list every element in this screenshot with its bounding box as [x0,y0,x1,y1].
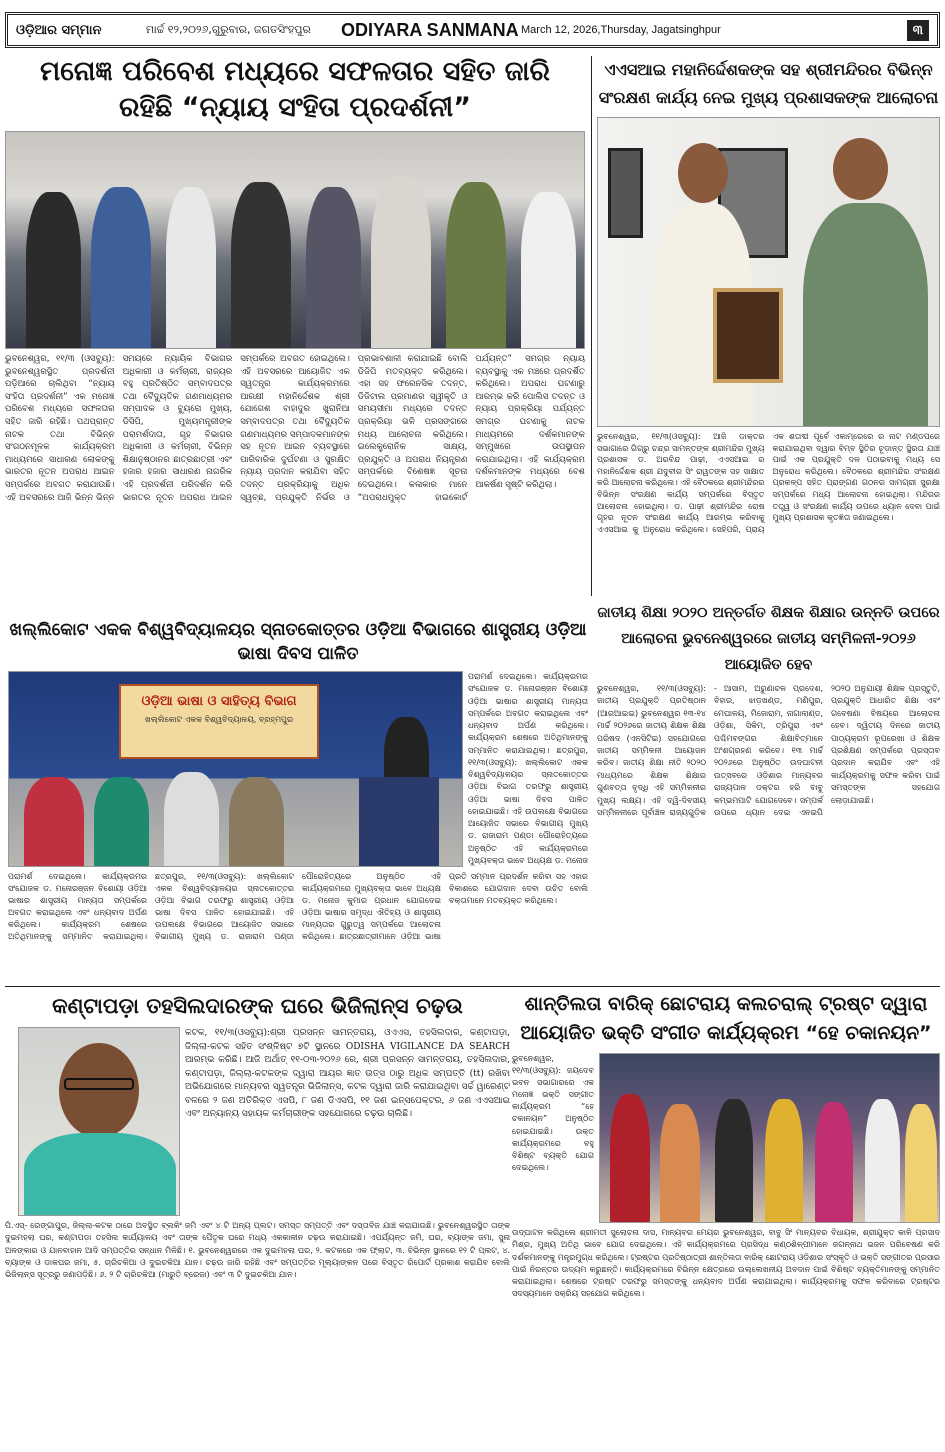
date-odia: ମାର୍ଚ୍ଚ ୧୨,୨୦୨୬,ଗୁରୁବାର, ଜଗତସିଂହପୁର [146,23,311,36]
date-english: March 12, 2026,Thursday, Jagatsinghpur [521,24,721,36]
photo-asi-meeting [597,117,940,427]
headline-asi-meeting: ଏଏସଆଇ ମହାନିର୍ଦ୍ଦେଶକଙ୍କ ସହ ଶ୍ରୀମନ୍ଦିରର ବିଭିନ୍ନ ସଂରକ୍ଷଣ କାର୍ଯ୍ୟ ନେଇ ମୁଖ୍ୟ ପ୍ରଶାସକଙ୍କ ଆଲୋଚନା [598,60,939,107]
headline-vigilance-raid: କଣ୍ଟାପଡ଼ା ତହସିଲଦାରଙ୍କ ଘରେ ଭିଜିଲାନ୍ସ ଚଢ଼ଉ [52,994,463,1018]
story-body-devotional-top: ଭୁବନେଶ୍ୱର, ୧୧/୩(ଓସବ୍ୟୁ): ଜୟଦେବ ଭବନ ସଭାଗାରରେ ଏକ ମନୋଜ୍ଞ ଭକ୍ତି ସଙ୍ଗୀତ କାର୍ଯ୍ୟକ୍ରମ “ହେ ଚକାନୟନ” ଅନୁଷ୍ଠିତ ହୋଇଯାଇଛି। ଉକ୍ତ କାର୍ଯ୍ୟକ୍ରମରେ ବହୁ ବିଶିଷ୍ଟ ବ୍ୟକ୍ତି ଯୋଗ ଦେଇଥିଲେ। [512,1054,594,1172]
banner-subtitle: ଖଲ୍ଲିକୋଟ ଏକକ ବିଶ୍ୱବିଦ୍ୟାଳୟ, ବ୍ରହ୍ମପୁର [144,715,294,724]
story-devotional [512,990,940,1448]
story-asi [597,56,940,596]
newspaper-logo: ଓଡ଼ିଆର ସମ୍ମାନ [16,22,102,38]
story-body-devotional: ଉଦ୍‌ଘାଟନ କରିଥିଲେ ଶ୍ରୀମତୀ ସୁଲୋଚନା ଦାସ, ମାନ୍ୟବର ମେୟର ଭୁବନେଶ୍ୱର, ବାବୁ ସିଂ ମାନ୍ୟବର ବିଧାୟକ, ଶ୍ରୀଯୁକ୍ତ କାଳି ପ୍ରସାଦ ମିଶ୍ର, ମୁଖ୍ୟ ଅତିଥି ଭାବେ ଯୋଗ ଦେଇଥିଲେ। ଏହି କାର୍ଯ୍ୟକ୍ରମରେ ପ୍ରସିଦ୍ଧ କଣ୍ଠଶିଳ୍ପୀମାନେ ଜଗନ୍ନାଥ ଭଜନ ପରିବେଷଣ କରି ଦର୍ଶକମାନଙ୍କୁ ମନ୍ତ୍ରମୁଗ୍ଧ କରିଥିଲେ। ଟ୍ରଷ୍ଟର ପ୍ରତିଷ୍ଠାତ୍ରୀ ଶାନ୍ତିଲତା ବାରିକ୍ ଛୋଟରାୟ ଓଡ଼ିଶାର ସଂସ୍କୃତି ଓ ଭକ୍ତି ସଙ୍ଗୀତର ପ୍ରସାର ପାଇଁ ନିରନ୍ତର ଉଦ୍ୟମ କରୁଛନ୍ତି। କାର୍ଯ୍ୟକ୍ରମରେ ବିଭିନ୍ନ କ୍ଷେତ୍ରରେ ଉଲ୍ଲେଖନୀୟ ଅବଦାନ ପାଇଁ ବିଶିଷ୍ଟ ବ୍ୟକ୍ତିମାନଙ୍କୁ ସମ୍ମାନିତ କରାଯାଇଥିଲା। ଶେଷରେ ଟ୍ରଷ୍ଟ ତରଫରୁ ସମସ୍ତଙ୍କୁ ଧନ୍ୟବାଦ ଅର୍ପଣ କରାଯାଇଥିଲା। କାର୍ଯ୍ୟକ୍ରମକୁ ସଫଳ କରିବାରେ ଟ୍ରଷ୍ଟର ସଦସ୍ୟମାନେ ସକ୍ରିୟ ସହଯୋଗ କରିଥିଲେ। [512,1228,940,1299]
story-body-odia-day: ପରାମର୍ଶ ଦେଇଥିଲେ। କାର୍ଯ୍ୟକ୍ରମର ସଂଯୋଜକ ଡ. ମନୋରଞ୍ଜନ ବିଶୋୟୀ ଓଡ଼ିଆ ଭାଷାର ଶାସ୍ତ୍ରୀୟ ମାନ୍ୟତା ସମ୍ପର୍କରେ ଅବଗତ କରାଇଥିଲେ ଏବଂ ଧନ୍ୟବାଦ ଅର୍ପଣ କରିଥିଲେ। କାର୍ଯ୍ୟକ୍ରମ ଶେଷରେ ଅତିଥିମାନଙ୍କୁ ସମ୍ମାନିତ କରାଯାଇଥିଲା। ଛତ୍ରପୁର, ୧୧/୩(ଓସବ୍ୟୁ): ଖଲ୍ଲିକୋଟ ଏକକ ବିଶ୍ୱବିଦ୍ୟାଳୟର ସ୍ନାତକୋତ୍ତର ଓଡ଼ିଆ ବିଭାଗ ତରଫରୁ ଶାସ୍ତ୍ରୀୟ ଓଡ଼ିଆ ଭାଷା ଦିବସ ପାଳିତ ହୋଇଯାଇଛି। ଏହି ଉପଲକ୍ଷେ ବିଭାଗରେ ଆୟୋଜିତ ସଭାରେ ବିଭାଗୀୟ ମୁଖ୍ୟ ଡ. ରାଜାରାମ ପଣ୍ଡା ପୌରୋହିତ୍ୟରେ ଅନୁଷ୍ଠିତ ଏହି କାର୍ଯ୍ୟକ୍ରମରେ ମୁଖ୍ୟବକ୍ତା ଭାବେ ଅଧ୍ୟକ୍ଷ ଡ. ମନୋଜ କୁମାର ପ୍ରଧାନ ଯୋଗଦେଇ ଓଡ଼ିଆ ଭାଷାର ସମୃଦ୍ଧ ଐତିହ୍ୟ ଓ ଶାସ୍ତ୍ରୀୟ ମାନ୍ୟତାର ଗୁରୁତ୍ୱ ସମ୍ପର୍କରେ ଆଲୋଚନା କରିଥିଲେ। ଛାତ୍ରଛାତ୍ରୀମାନେ ଓଡ଼ିଆ ଭାଷା ପ୍ରତି ସମ୍ମାନ ପ୍ରଦର୍ଶନ କରିବା ସହ ଏହାର ବିକାଶରେ ଯୋଗଦାନ ଦେବା ଉଚିତ ବୋଲି ବକ୍ତାମାନେ ମତବ୍ୟକ୍ତ କରିଥିଲେ। [8,872,588,941]
story-body-vigilance-top: କଟକ, ୧୧/୩(ଓସବ୍ୟୁ):ଶ୍ରୀ ପ୍ରସନ୍ନ ସାମନ୍ତରାୟ, ଓଏଏସ, ତହସିଲଦାର, କଣ୍ଟାପଡ଼ା, ଜିଲ୍ଲା-କଟକ ସହିତ ସଂଶ୍ଳିଷ୍ଟ ୭ଟି ସ୍ଥାନରେ ODISHA VIGILANCE DA SEARCH ଆରମ୍ଭ କରିଛି। ଆଜି ଅର୍ଥାତ୍ ୧୧-୦୩-୨୦୨୬ ରେ, ଶ୍ରୀ ପ୍ରସନ୍ନ ସାମନ୍ତରାୟ, ତହସିଲଦାର, କଣ୍ଟାପଡ଼ା, ଜିଲ୍ଲା-କଟକଙ୍କ ଦ୍ୱାରା ଆୟର ଜ୍ଞାତ ଉତ୍ସ ଠାରୁ ଅଧିକ ସମ୍ପତ୍ତି (tt) ରଖିବା ଅଭିଯୋଗରେ ମାନ୍ୟବର ସ୍ୱତନ୍ତ୍ର ଭିଜିଲାନ୍ସ, କଟକ ଦ୍ୱାରା ଜାରି କରାଯାଇଥିବା ସର୍ଚ୍ଚ ୱାରେଣ୍ଟ ବଳରେ ୨ ଜଣ ଅତିରିକ୍ତ ଏସପି, ୮ ଜଣ ଡିଏସପି, ୧୧ ଜଣ ଇନ୍ସପେକ୍ଟର, ୬ ଜଣ ଏଏସଆଇ ଏବଂ ଅନ୍ୟାନ୍ୟ ସହାୟକ କର୍ମଚାରୀଙ୍କ ସହଯୋଗରେ ଚଢ଼ଉ ଚାଲିଛି। [185,1028,510,1119]
story-vigilance [5,990,510,1448]
photo-officials-exhibition [5,131,585,349]
headline-teacher-education: ଜାତୀୟ ଶିକ୍ଷା ୨୦୨୦ ଅନ୍ତର୍ଗତ ଶିକ୍ଷକ ଶିକ୍ଷାର ଉନ୍ନତି ଉପରେ ଆଲୋଚନା ଭୁବନେଶ୍ୱରରେ ଜାତୀୟ ସମ୍ମିଳନୀ-୨୦୨୬ ଆୟୋଜିତ ହେବ [597,605,940,673]
photo-tahasildar [18,1027,180,1216]
story-nyaya [5,54,585,616]
newspaper-title: ODIYARA SANMANA [341,19,519,40]
story-body-vigilance: ପି.ଏସ୍- ରେଙ୍ଗାପୁର, ଜିଲ୍ଲା-କଟକ ଠାରେ ଅବସ୍ଥିତ ବ୍ଲକିଂ ଜମି ଏବଂ ୪ ଟି ଅନ୍ୟ ପ୍ଲଟ। ସମସ୍ତ ସମ୍ପତ୍ତି ଏବଂ ଦସ୍ତାବିଜ ଯାଞ୍ଚ କରାଯାଉଛି। ଭୁବନେଶ୍ୱରସ୍ଥିତ ତାଙ୍କ ଦୁଇମହଲା ଘର, କଣ୍ଟାପଡ଼ା ତହସିଲ କାର୍ଯ୍ୟାଳୟ ଏବଂ ତାଙ୍କ ପୈତୃକ ଘରେ ମଧ୍ୟ ଏକକାଳୀନ ଚଢ଼ଉ କରାଯାଇଛି। ଏପର୍ଯ୍ୟନ୍ତ ଜମି, ଘର, ବ୍ୟାଙ୍କ ଜମା, ସୁନା ଅଳଙ୍କାର ଓ ଯାନବାହାନ ଆଦି ସମ୍ପତ୍ତିର ସନ୍ଧାନ ମିଳିଛି। ୧. ଭୁବନେଶ୍ୱରରେ ଏକ ଦୁଇମହଲା ଘର, ୨. କଟକରେ ଏକ ଫ୍ଲାଟ, ୩. ବିଭିନ୍ନ ସ୍ଥାନରେ ୧୨ ଟି ପ୍ଲଟ, ୪. ବ୍ୟାଙ୍କ ଓ ଡାକଘର ଜମା, ୫. ଚାରିଚକିଆ ଓ ଦୁଇଚକିଆ ଯାନ। ଚଢ଼ଉ ଜାରି ରହିଛି ଏବଂ ସମ୍ପତ୍ତିର ମୂଲ୍ୟାଙ୍କନ ପରେ ବିସ୍ତୃତ ରିପୋର୍ଟ ପ୍ରକାଶ କରାଯିବ ବୋଲି ଭିଜିଲାନ୍ସ ସୂତ୍ରରୁ ଜଣାପଡ଼ିଛି। ୬. ୨ ଟି ଚାରିଚକିଆ (ମାରୁତି ବ୍ରେଜା) ଏବଂ ୩ ଟି ଦୁଇଚକିଆ ଯାନ। [5,1221,510,1280]
story-body-teacher-education: ଭୁବନେଶ୍ୱର, ୧୧/୩(ଓସବ୍ୟୁ): ଜାତୀୟ ପ୍ରଯୁକ୍ତି ପ୍ରତିଷ୍ଠାନ (ଆରଆଇଇ) ଭୁବନେଶ୍ୱର ୧୩-୧୪ ମାର୍ଚ୍ଚ ୨୦୨୬ରେ ଜାତୀୟ ଶିକ୍ଷକ ଶିକ୍ଷା ପରିଷଦ (ଏନସିଟିଇ) ସହଯୋଗରେ ଜାତୀୟ ସମ୍ମିଳନୀ ଆୟୋଜନ କରିବ। ଜାତୀୟ ଶିକ୍ଷା ନୀତି ୨୦୨୦ ମାଧ୍ୟମରେ ଶିକ୍ଷକ ଶିକ୍ଷାର ଗୁଣବତ୍ତା ବୃଦ୍ଧି ଏହି ସମ୍ମିଳନୀର ମୁଖ୍ୟ ଲକ୍ଷ୍ୟ। ଏହି ଦ୍ୱି-ଦିବସୀୟ ସମ୍ମିଳନୀରେ ପୂର୍ବାଞ୍ଚଳ ରାଜ୍ୟଗୁଡ଼ିକ - ଆସାମ, ଅରୁଣାଚଳ ପ୍ରଦେଶ, ବିହାର, ଝାଡ଼ଖଣ୍ଡ, ମଣିପୁର, ମେଘାଳୟ, ମିଜୋରାମ, ନାଗାଲାଣ୍ଡ, ଓଡ଼ିଶା, ସିକିମ, ତ୍ରିପୁରା ଏବଂ ପଶ୍ଚିମବଙ୍ଗର ଶିକ୍ଷାବିତ୍ମାନେ ଅଂଶଗ୍ରହଣ କରିବେ। ୧୩ ମାର୍ଚ୍ଚ ୨୦୨୬ରେ ଅନୁଷ୍ଠିତ ଉଦଘାଟନୀ ଉତ୍ସବରେ ଓଡ଼ିଶାର ମାନ୍ୟବର ରାଜ୍ୟପାଳ ଡକ୍ଟର ହରି ବାବୁ କମ୍ଭମପାଟି ଯୋଗଦେବେ। ସମ୍ପର୍କ ଉପରେ ଧ୍ୟାନ ଦେଇ ଏନଇପି ୨୦୨୦ ଅନୁଯାୟୀ ଶିକ୍ଷକ ପ୍ରସ୍ତୁତି, ପ୍ରଯୁକ୍ତି ଆଧାରିତ ଶିକ୍ଷା ଏବଂ ଗବେଷଣା ବିଷୟରେ ଆଲୋଚନା ହେବ। ଦ୍ୱିତୀୟ ଦିନରେ ଜାତୀୟ ପାଠ୍ୟକ୍ରମ ରୂପରେଖା ଓ ଶିକ୍ଷକ ପ୍ରଶିକ୍ଷଣ ସମ୍ପର୍କରେ ପ୍ରସ୍ତାବ ପ୍ରଦାନ କରାଯିବ ଏବଂ ଏହି କାର୍ଯ୍ୟକ୍ରମକୁ ସଫଳ କରିବା ପାଇଁ ସମସ୍ତଙ୍କ ସହଯୋଗ ଲୋଡ଼ାଯାଇଛି। [597,684,940,818]
masthead [5,12,940,48]
headline-odia-language-day: ଖଲ୍ଲିକୋଟ ଏକକ ବିଶ୍ୱବିଦ୍ୟାଳୟର ସ୍ନାତକୋତ୍ତର ଓଡ଼ିଆ ବିଭାଗରେ ଶାସ୍ତ୍ରୀୟ ଓଡ଼ିଆ ଭାଷା ଦିବସ ପାଳିତ [9,620,587,664]
banner-title: ଓଡ଼ିଆ ଭାଷା ଓ ସାହିତ୍ୟ ବିଭାଗ [141,694,297,709]
headline-devotional-music: ଶାନ୍ତିଲତା ବାରିକ୍ ଛୋଟରାୟ କଲଚରାଲ୍ ଟ୍ରଷ୍ଟ ଦ୍ୱାରା ଆୟୋଜିତ ଭକ୍ତି ସଂଗୀତ କାର୍ଯ୍ୟକ୍ରମ “ହେ ଚକାନୟନ” [520,993,932,1044]
story-teacher-education [597,600,940,984]
story-odia-language-day [8,618,588,984]
photo-devotional-event [599,1053,940,1223]
page-number: ୩ [907,20,929,41]
story-body-odia-day-side: ପରାମର୍ଶ ଦେଇଥିଲେ। କାର୍ଯ୍ୟକ୍ରମର ସଂଯୋଜକ ଡ. ମନୋରଞ୍ଜନ ବିଶୋୟୀ ଓଡ଼ିଆ ଭାଷାର ଶାସ୍ତ୍ରୀୟ ମାନ୍ୟତା ସମ୍ପର୍କରେ ଅବଗତ କରାଇଥିଲେ ଏବଂ ଧନ୍ୟବାଦ ଅର୍ପଣ କରିଥିଲେ। କାର୍ଯ୍ୟକ୍ରମ ଶେଷରେ ଅତିଥିମାନଙ୍କୁ ସମ୍ମାନିତ କରାଯାଇଥିଲା। ଛତ୍ରପୁର, ୧୧/୩(ଓସବ୍ୟୁ): ଖଲ୍ଲିକୋଟ ଏକକ ବିଶ୍ୱବିଦ୍ୟାଳୟର ସ୍ନାତକୋତ୍ତର ଓଡ଼ିଆ ବିଭାଗ ତରଫରୁ ଶାସ୍ତ୍ରୀୟ ଓଡ଼ିଆ ଭାଷା ଦିବସ ପାଳିତ ହୋଇଯାଇଛି। ଏହି ଉପଲକ୍ଷେ ବିଭାଗରେ ଆୟୋଜିତ ସଭାରେ ବିଭାଗୀୟ ମୁଖ୍ୟ ଡ. ରାଜାରାମ ପଣ୍ଡା ପୌରୋହିତ୍ୟରେ ଅନୁଷ୍ଠିତ ଏହି କାର୍ଯ୍ୟକ୍ରମରେ ମୁଖ୍ୟବକ୍ତା ଭାବେ ଅଧ୍ୟକ୍ଷ ଡ. ମନୋଜ [468,672,588,865]
story-body-nyaya: ଭୁବନେଶ୍ୱର, ୧୧/୩ (ଓସବ୍ୟୁ): ଭୁବନେଶ୍ୱରସ୍ଥିତ ପ୍ରଦର୍ଶନୀ ପଡ଼ିଆରେ ଚାଲିଥିବା “ନ୍ୟାୟ ସଂହିତା ପ୍ରଦର୍ଶନୀ” ଏକ ମନୋଜ୍ଞ ପରିବେଶ ମଧ୍ୟରେ ସଫଳତାର ସହିତ ଜାରି ରହିଛି। ପଥପ୍ରାନ୍ତ ନାଟକ ତଥା ବିଭିନ୍ନ ସଂଗଠନମୂଳକ କାର୍ଯ୍ୟକ୍ରମ ମାଧ୍ୟମରେ ସାଧାରଣ ଲୋକଙ୍କୁ ଭାରତର ନୂତନ ଅପରାଧ ଆଇନ ସମ୍ପର୍କରେ ଅବଗତ କରାଯାଉଛି। ଏହି ଅବସରରେ ଆଜି ଭିନ୍ନ ଭିନ୍ନ ସମୟରେ ନ୍ୟାୟିକ ବିଭାଗର ଅଧିକାରୀ ଓ କର୍ମଚାରୀ, ରାଜ୍ୟର ବହୁ ପ୍ରତିଷ୍ଠିତ ସମ୍ବାଦପତ୍ର ତଥା ବୈଦ୍ୟୁତିକ ଗଣମାଧ୍ୟମର ସମ୍ପାଦକ ଓ ବ୍ୟୁରୋ ମୁଖ୍ୟ, ଡିସିପି, ମୁଖ୍ୟମନ୍ତ୍ରୀଙ୍କ ପରାମର୍ଶଦାତା, ଗୃହ ବିଭାଗର ଅଧିକାରୀ ଓ କର୍ମଚାରୀ, ବିଭିନ୍ନ ଶିକ୍ଷାନୁଷ୍ଠାନର ଛାତ୍ରଛାତ୍ରୀ ଏବଂ ହଜାର ହଜାର ସାଧାରଣ ନାଗରିକ ଏହି ପ୍ରଦର୍ଶନୀ ପରିଦର୍ଶନ କରି ଭାରତର ନୂତନ ଅପରାଧ ଆଇନ ସମ୍ପର୍କରେ ଅବଗତ ହୋଇଥିଲେ। ଏହି ଅବସରରେ ଆୟୋଜିତ ଏକ ସ୍ୱତନ୍ତ୍ର କାର୍ଯ୍ୟକ୍ରମରେ ଆରକ୍ଷୀ ମହାନିର୍ଦ୍ଦେଶକ ଶ୍ରୀ ଯୋଗେଶ ବାହାଦୁର ଖୁରାନିଆ ସମ୍ବାଦପତ୍ର ତଥା ବୈଦ୍ୟୁତିକ ଗଣମାଧ୍ୟମର ସମ୍ପାଦକମାନଙ୍କ ସହ ନୂତନ ଆଇନ ବ୍ୟବସ୍ଥାରେ ପାରିବାରିକ ଦୁର୍ଘଟଣା ଓ ସୁରକ୍ଷିତ ନ୍ୟାୟ ପ୍ରଦାନ କରାଯିବା ସହିତ ତଦନ୍ତ ପ୍ରକ୍ରିୟାକୁ ଅଧିକ ସ୍ୱଚ୍ଛ, ପ୍ରଯୁକ୍ତି ନିର୍ଭର ଓ ପ୍ରଭାବଶାଳୀ କରାଯାଇଛି ବୋଲି ଡିଜିପି ମତବ୍ୟକ୍ତ କରିଥିଲେ। ଏହା ସହ ଫରେନସିକ ତଦନ୍ତ, ଡିଜିଟାଲ ପ୍ରମାଣର ସ୍ୱୀକୃତି ଓ ସମୟସୀମା ମଧ୍ୟରେ ତଦନ୍ତ ପ୍ରକ୍ରିୟା ଭଳି ପ୍ରସଙ୍ଗରେ ମଧ୍ୟ ଆଲୋଚନା କରିଥିଲେ। ଇଲେକ୍ଟ୍ରୋନିକ ସାକ୍ଷ୍ୟ, ପ୍ରଯୁକ୍ତି ଓ ଅପରାଧ ନିୟନ୍ତ୍ରଣ ସମ୍ପର୍କରେ ବିଶେଷଜ୍ଞ ସୂଚନା ଦେଇଥିଲେ। କଳାକାର ମାନେ “ଅପରାଧମୁକ୍ତ ହାଇକୋର୍ଟ ପର୍ଯ୍ୟନ୍ତ” ସମଗ୍ର ନ୍ୟାୟ ବ୍ୟବସ୍ଥାକୁ ଏକ ମଞ୍ଚରେ ପ୍ରଦର୍ଶିତ କରିଥିଲେ। ଅପରାଧ ଘଟଣାରୁ ଆରମ୍ଭ କରି ପୋଲିସ ତଦନ୍ତ ଓ ନ୍ୟାୟ ପ୍ରକ୍ରିୟା ପର୍ଯ୍ୟନ୍ତ ସମଗ୍ର ଘଟଣାକୁ ନାଟକ ମାଧ୍ୟମରେ ଦର୍ଶକମାନଙ୍କ ସମ୍ମୁଖରେ ଉପସ୍ଥାପନ କରାଯାଇଥିଲା। ଏହି କାର୍ଯ୍ୟକ୍ରମ ଦର୍ଶକମାନଙ୍କ ମଧ୍ୟରେ ବେଶ ଆକର୍ଷଣ ସୃଷ୍ଟି କରିଥିଲା। [5,354,585,503]
photo-odia-language-day [8,671,463,867]
headline-nyaya-exhibition: ମନୋଜ୍ଞ ପରିବେଶ ମଧ୍ୟରେ ସଫଳତାର ସହିତ ଜାରି ରହିଛି “ନ୍ୟାୟ ସଂହିତା ପ୍ରଦର୍ଶନୀ” [40,56,550,123]
story-body-asi: ଭୁବନେଶ୍ୱର, ୧୧/୩(ଓସବ୍ୟୁ): ଆଜି ଡାକ୍ତର ସଭାଗାରେ ଗିଗ୍ରୁ ଚନ୍ଦ୍ର ସାମନ୍ତଙ୍କ ଶ୍ରୀମନ୍ଦିର ମୁଖ୍ୟ ପ୍ରଶାସକ ଡ. ଅରବିନ୍ଦ ପାଢ଼ୀ, ଏଏସଆଇ ର ମହାନିର୍ଦ୍ଦେଶକ ଶ୍ରୀ ଯଦୁବୀର ସିଂ ରାୱତଙ୍କ ସହ ସାକ୍ଷାତ କରି ଆଲୋଚନା କରିଥିଲେ। ଏହି ବୈଠକରେ ଶ୍ରୀମନ୍ଦିରର ବିଭିନ୍ନ ସଂରକ୍ଷଣ କାର୍ଯ୍ୟ ସମ୍ପର୍କରେ ବିସ୍ତୃତ ଆଲୋଚନା ହୋଇଥିଲା। ଡ. ପାଢ଼ୀ ଶ୍ରୀମନ୍ଦିର ରୋଷ ଗୃହର ନୂତନ ସଂରକ୍ଷଣ କାର୍ଯ୍ୟ ଆରମ୍ଭ କରିବାକୁ ଏଏସଆଇ କୁ ଅନୁରୋଧ କରିଥିଲେ। ସେହିପରି, ପ୍ରାୟ ଏକ ଶତାବ୍ଦୀ ପୂର୍ବେ ଏକାମ୍ରେରେ ର ନାଟ ମଣ୍ଡପରେ କରାଯାଇଥିବା ଦ୍ୱାର ବିମ୍ବ ସ୍ଥିତିର ଚୂଡ଼ାନ୍ତ ସ୍ଥିରତା ଯାଞ୍ଚ ପାଇଁ ଏକ ପ୍ରଯୁକ୍ତି ଦଳ ପଠାଇବାକୁ ମଧ୍ୟ ସେ ଅନୁରୋଧ କରିଥିଲେ। ବୈଠକରେ ଶ୍ରୀମନ୍ଦିର ସଂରକ୍ଷଣ ପ୍ରକଳ୍ପ ସହିତ ପ୍ରାଙ୍ଗଣ ଗଠନର ସାମଗ୍ରୀ ସୁରକ୍ଷା ସମ୍ପର୍କରେ ମଧ୍ୟ ଆଲୋଚନା ହୋଇଥିଲା। ମନ୍ଦିରର ତତ୍ତ୍ୱ ଓ ସଂରକ୍ଷଣ କାର୍ଯ୍ୟ ଉପରେ ଧ୍ୟାନ ଦେବା ପାଇଁ ମୁଖ୍ୟ ପ୍ରଶାସକ କୃତଜ୍ଞତା ଜଣାଇଥିଲେ। [597,432,940,534]
